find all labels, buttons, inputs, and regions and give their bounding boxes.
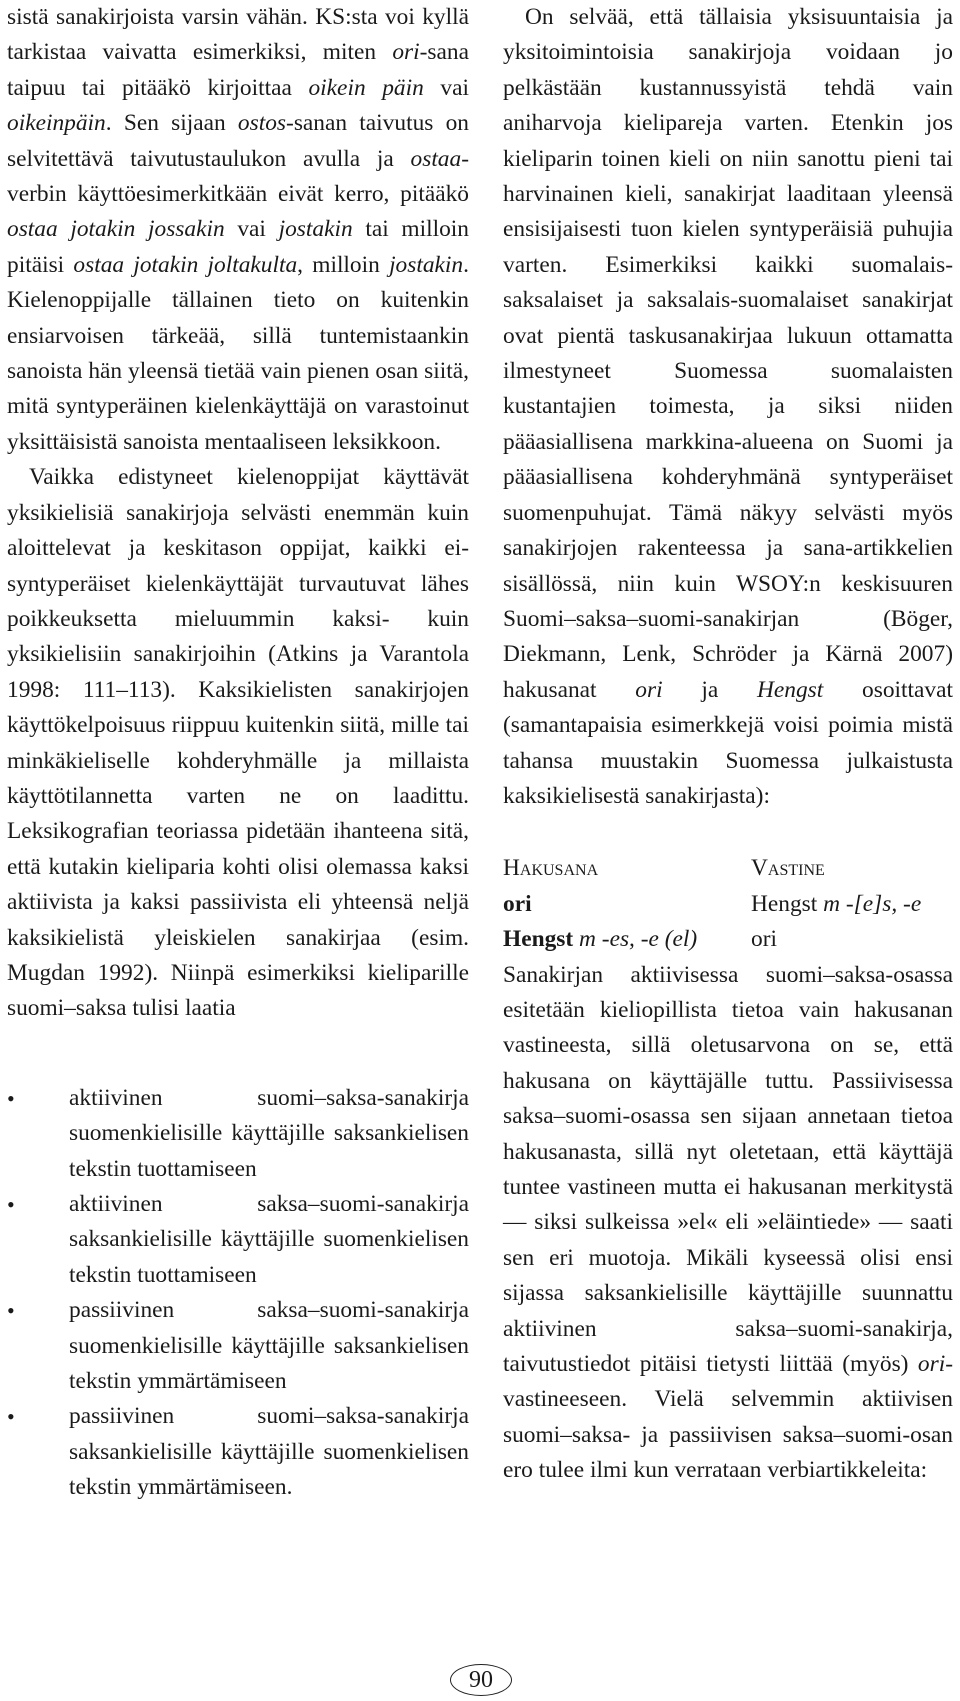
headword: Hengst (503, 926, 574, 953)
list-item (7, 1293, 469, 1399)
text-run: sistä sanakirjoista varsin vähän. KS:sta voi kyllä tarkistaa vaivatta esimerkiksi, miten (7, 4, 469, 66)
italic-term: jostakin (389, 251, 464, 278)
list-item (7, 1187, 469, 1293)
headword: ori (503, 890, 532, 917)
text-run: ja (662, 676, 757, 703)
italic-term: ori (635, 676, 663, 703)
bullet-icon: • (7, 1085, 15, 1111)
bullet-icon: • (7, 1404, 15, 1430)
text-run: -sanan taivutus on selvitettävä taivutustaulukon avulla ja (7, 110, 469, 172)
text-run: -verbin käyttöesimerkitkään eivät kerro, pitääkö (7, 145, 469, 208)
text-run: Sanakirjan aktiivisessa suomi–saksa-osassa esitetään kieliopillista tietoa vain hakusanan vastineesta, sillä oletusarvona on se, että hakusana on käyttäjälle tuttu. Passiivisessa saksa–suomi-osassa sen sijaan annetaan tietoa hakusanasta, sillä nyt oletetaan, että käyttäjä tuntee vastineen mutta ei hakusanan merkitystä — siksi sulkeissa »el« eli »eläintiede» — saati sen eri muotoja. Mikäli kyseessä olisi ensi sijassa saksankielisille käyttäjille suunnattu aktiivinen saksa–suomi-sanakirja, taivutustiedot pitäisi tietysti liittää (myös) (503, 961, 953, 1378)
equivalent-grammar: m -[e]s, -e (817, 890, 922, 917)
italic-term: ostos (237, 110, 287, 137)
page-number: 90 (450, 1664, 512, 1696)
table-row (503, 887, 953, 922)
italic-term: Hengst (757, 676, 824, 703)
bullet-icon: • (7, 1298, 15, 1324)
dictionary-entry-table (503, 851, 953, 957)
list-item-text: aktiivinen saksa–suomi-sanakirja saksankielisille käyttäjille suomenkielisen tekstin tuottamiseen (69, 1191, 469, 1288)
right-column (503, 0, 953, 1489)
italic-term: jostakin (278, 216, 353, 243)
dictionary-type-list (7, 1081, 469, 1506)
list-item (7, 1399, 469, 1505)
text-run: osoittavat (samantapaisia esimerkkejä voisi poimia mistä tahansa muustakin Suomessa julkaistusta kaksikielisestä sanakirjasta): (503, 676, 953, 809)
text-run: vai (423, 74, 469, 101)
italic-term: ostaa jotakin jossakin (7, 216, 225, 243)
italic-term: oikeinpäin (7, 110, 106, 137)
paragraph (503, 0, 953, 814)
italic-term: oikein päin (308, 74, 424, 101)
paragraph (503, 958, 953, 1489)
table-row (503, 922, 953, 957)
equivalent: Hengst (751, 890, 818, 917)
text-run: . Kielenoppijalle tällainen tieto on kuitenkin ensiarvoisen tärkeää, sillä tuntemistaankin sanoista hän yleensä tietää vain pienen osan siitä, mitä syntyperäinen kielenkäyttäjä on varastoinut yksittäisistä sanoista mentaaliseen leksikkoon. (7, 251, 469, 455)
text-run: . Sen sijaan (105, 110, 238, 137)
equivalent: ori (751, 926, 777, 953)
headword-cell (503, 922, 751, 957)
list-item-text: passiivinen suomi–saksa-sanakirja saksankielisille käyttäjille suomenkielisen tekstin ymmärtämiseen. (69, 1403, 469, 1501)
italic-term: ori (917, 1351, 946, 1378)
text-run: -vastineeseen. Vielä selvemmin aktiivisen suomi–saksa- ja passiivisen saksa–suomi-osan ero tulee ilmi kun verrataan verbiartikkeleita: (503, 1351, 953, 1484)
left-column (7, 0, 469, 1506)
italic-term: ori (392, 39, 420, 66)
equivalent-cell (751, 922, 953, 957)
text-run: -sana taipuu tai pitääkö kirjoittaa (7, 39, 469, 101)
text-run: On selvää, että tällaisia yksisuuntaisia ja yksitoimintoisia sanakirjoja voidaan jo pelkästään kustannussyistä tehdä vain aniharvoja kielipareja varten. Etenkin jos kieliparin toinen kieli on niin sanottu pieni tai harvinainen kieli, sanakirjat laaditaan yleensä ensisijaisesti tuon kielen syntyperäisiä puhujia varten. Esimerkiksi kaikki suomalais-saksalaiset ja saksalais-suomalaiset sanakirjat ovat pientä taskusanakirjaa lukuun ottamatta ilmestyneet Suomessa suomalaisten kustantajien toimesta, ja siksi niiden pääasiallisena markkina-alueena on Suomi ja pääasiallisena kohderyhmänä syntyperäiset suomenpuhujat. Tämä näkyy selvästi myös sanakirjojen rakenteessa ja sana-artikkelien sisällössä, niin kuin WSOY:n keskisuuren Suomi–saksa–suomi-sanakirjan (Böger, Diekmann, Lenk, Schröder ja Kärnä 2007) hakusanat (503, 4, 953, 703)
text-run: vai (224, 216, 279, 243)
paragraph: Vaikka edistyneet kielenoppijat käyttävät yksikielisiä sanakirjoja selvästi enemmän kuin aloittelevat ja keskitason oppijat, kaikki ei-syntyperäiset kielenkäyttäjät turvautuvat lähes poikkeuksetta mieluummin kaksi- kuin yksikielisiin sanakirjoihin (Atkins ja Varantola 1998: 111–113). Kaksikielisten sanakirjojen käyttökelpoisuus riippuu kuitenkin siitä, mille tai minkäkieliselle kohderyhmälle ja millaista käyttötilannetta varten ne on laadittu. Leksikografian teoriassa pidetään ihanteena sitä, että kutakin kieliparia kohti olisi olemassa kaksi aktiivista ja kaksi passiivista eli yhteensä neljä kaksikielistä yleiskielen sanakirjaa (esim. Mugdan 1992). Niinpä esimerkiksi kieliparille suomi–saksa tulisi laatia (7, 464, 469, 1022)
table-header-row (503, 851, 953, 886)
italic-term: ostaa (410, 145, 462, 172)
column-header-headword: Hakusana (503, 855, 599, 882)
text-run: tai milloin pitäisi (7, 216, 469, 278)
list-item-text: aktiivinen suomi–saksa-sanakirja suomenkielisille käyttäjille saksankielisen tekstin tuottamiseen (69, 1084, 469, 1182)
list-item (7, 1081, 469, 1187)
headword-cell (503, 887, 751, 922)
bullet-icon: • (7, 1192, 15, 1217)
equivalent-cell (751, 887, 953, 922)
column-header-equivalent: Vastine (751, 855, 825, 882)
text-run: , milloin (297, 251, 390, 278)
italic-term: ostaa jotakin joltakulta (73, 251, 298, 278)
list-item-text: passiivinen saksa–suomi-sanakirja suomenkielisille käyttäjille saksankielisen tekstin ymmärtämiseen (69, 1297, 469, 1395)
paragraph (7, 0, 469, 460)
headword-grammar: m -es, -e (el) (573, 926, 698, 953)
